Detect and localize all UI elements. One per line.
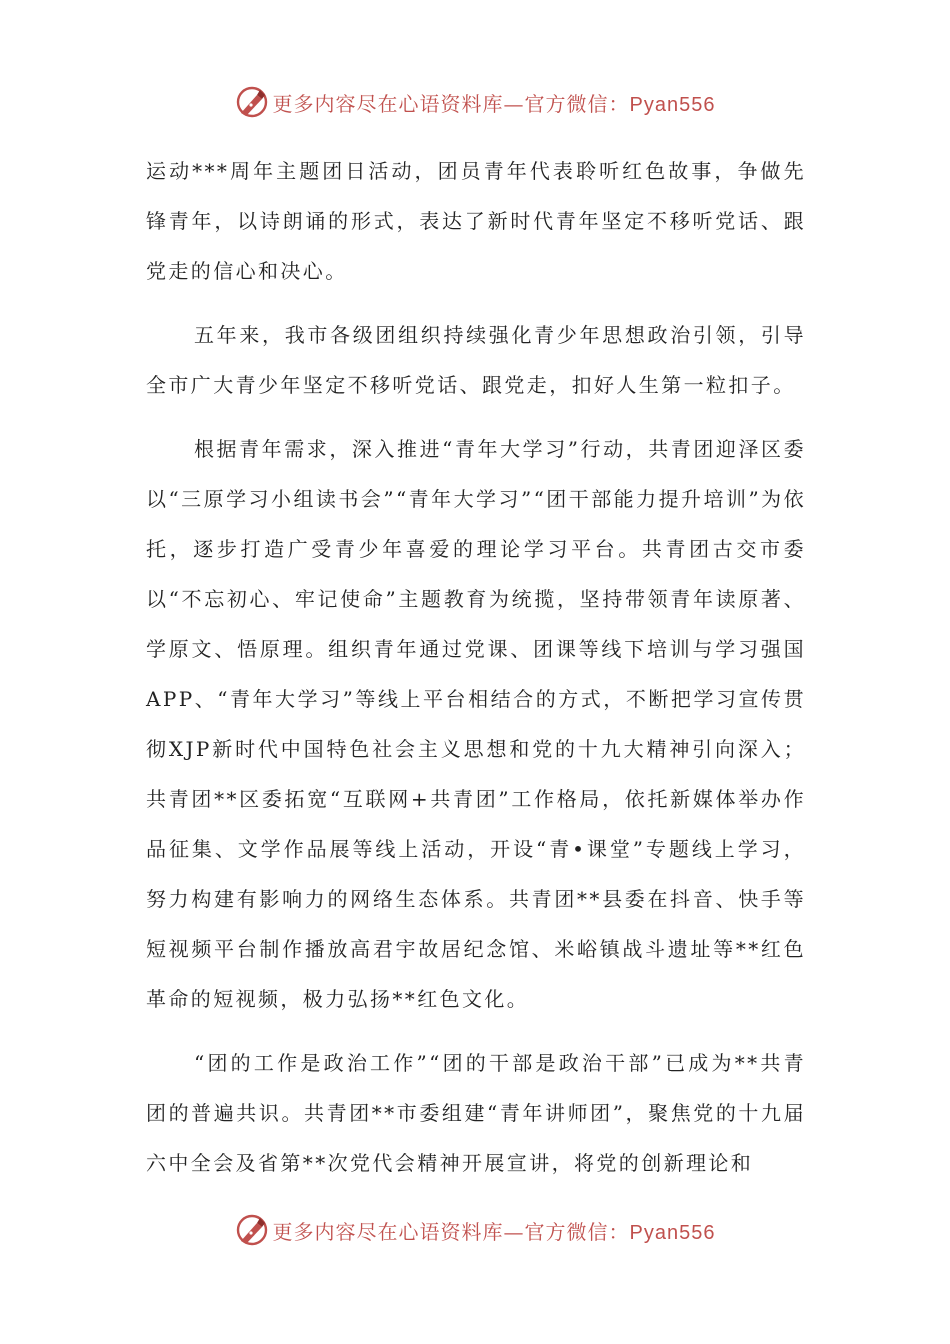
header-banner	[0, 80, 950, 124]
paragraph-2: 五年来，我市各级团组织持续强化青少年思想政治引领，引导全市广大青少年坚定不移听党话、跟党走，扣好人生第一粒扣子。	[146, 323, 806, 397]
footer-banner-text	[273, 1216, 716, 1245]
paragraph-gap	[146, 1024, 806, 1038]
footer-wechat-text: 官方微信：Pyan556	[524, 1221, 716, 1244]
header-wechat-text: 官方微信：Pyan556	[524, 93, 716, 116]
footer-dash: —	[503, 1219, 525, 1244]
paragraph-1: 运动***周年主题团日活动，团员青年代表聆听红色故事，争做先锋青年，以诗朗诵的形式，表达了新时代青年坚定不移听党话、跟党走的信心和决心。	[146, 159, 806, 283]
paragraph-3: 根据青年需求，深入推进“青年大学习”行动，共青团迎泽区委以“三原学习小组读书会”“青年大学习”“团干部能力提升培训”为依托，逐步打造广受青少年喜爱的理论学习平台。共青团古交市委以“不忘初心、牢记使命”主题教育为统揽，坚持带领青年读原著、学原文、悟原理。组织青年通过党课、团课等线下培训与学习强国APP、“青年大学习”等线上平台相结合的方式，不断把学习宣传贯彻XJP新时代中国特色社会主义思想和党的十九大精神引向深入；共青团**区委拓宽“互联网+共青团”工作格局，依托新媒体举办作品征集、文学作品展等线上活动，开设“青•课堂”专题线上学习，努力构建有影响力的网络生态体系。共青团**县委在抖音、快手等短视频平台制作播放高君宇故居纪念馆、米峪镇战斗遗址等**红色革命的短视频，极力弘扬**红色文化。	[146, 437, 806, 1011]
pen-nib-logo-icon	[235, 1213, 269, 1247]
header-library-text: 更多内容尽在心语资料库	[272, 91, 504, 116]
header-banner-text	[273, 88, 716, 117]
paragraph-4: “团的工作是政治工作”“团的干部是政治干部”已成为**共青团的普遍共识。共青团**市委组建“青年讲师团”，聚焦党的十九届六中全会及省第**次党代会精神开展宣讲，将党的创新理论和	[146, 1051, 806, 1175]
pen-nib-logo-icon	[235, 85, 269, 119]
footer-library-text: 更多内容尽在心语资料库	[272, 1219, 504, 1244]
document-body	[146, 146, 806, 1188]
paragraph-gap	[146, 296, 806, 310]
footer-banner	[0, 1208, 950, 1252]
paragraph-gap	[146, 410, 806, 424]
header-dash: —	[503, 91, 525, 116]
